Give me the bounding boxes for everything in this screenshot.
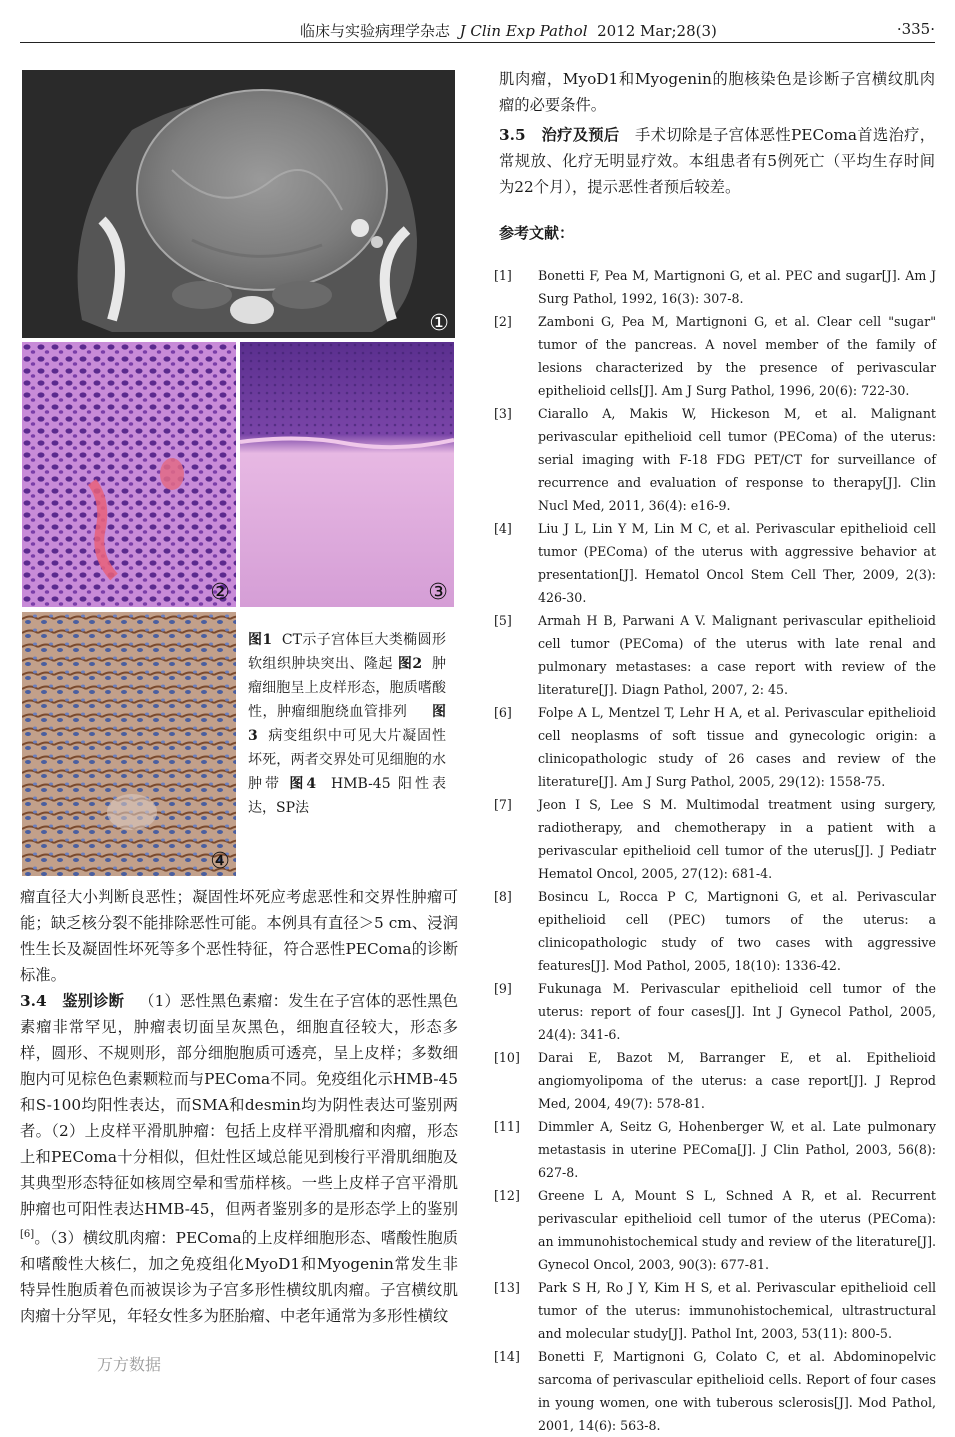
reference-text: Armah H B, Parwani A V. Malignant perivascular epithelioid cell tumor (PEComa) of the uterus with late renal and pulmonary metastases: a case report with review of the literature[J]. Diagn Pathol, 2007, 2: 45. [538, 613, 936, 697]
reference-index: [14] [494, 1349, 520, 1364]
figure-3-histology-necrosis [240, 342, 454, 607]
histology-image-4 [22, 612, 236, 876]
section-3-4-heading: 3.4 鉴别诊断 [20, 992, 125, 1010]
citation-6[interactable]: [6] [20, 1229, 35, 1240]
reference-item [494, 1115, 936, 1184]
reference-index: [4] [494, 521, 512, 536]
section-3-4-text: （1）恶性黑色素瘤：发生在子宫体的恶性黑色素瘤非常罕见，肿瘤表切面呈灰黑色，细胞直径较大，形态多样，圆形、不规则形，部分细胞胞质可透亮，呈上皮样；多数细胞内可见棕色色素颗粒而与PEComa不同。免疫组化示HMB-45和S-100均阳性表达，而SMA和desmin均为阴性表达可鉴别两者。（2）上皮样平滑肌肿瘤：包括上皮样平滑肌瘤和肉瘤，形态上和PEComa十分相似，但灶性区域总能见到梭行平滑肌细胞及其典型形态特征如核周空晕和雪茄样核。一些上皮样子宫平滑肌肿瘤也可阳性表达HMB-45，但两者鉴别多的是形态学上的鉴别 [20, 992, 459, 1218]
figure-4-number: ④ [210, 849, 230, 874]
reference-item [494, 402, 936, 517]
reference-item [494, 1276, 936, 1345]
journal-name-en: J Clin Exp Pathol [459, 22, 588, 40]
reference-item [494, 793, 936, 885]
reference-item [494, 977, 936, 1046]
reference-text: Fukunaga M. Perivascular epithelioid cell tumor of the uterus: report of four cases[J]. Int J Gynecol Pathol, 2005, 24(4): 341-6. [538, 981, 936, 1042]
reference-index: [10] [494, 1050, 520, 1065]
reference-index: [11] [494, 1119, 520, 1134]
reference-item [494, 517, 936, 609]
paragraph-rhabdomyosarcoma-cont: 肌肉瘤，MyoD1和Myogenin的胞核染色是诊断子宫横纹肌肉瘤的必要条件。 [499, 70, 935, 114]
reference-text: Bonetti F, Martignoni G, Colato C, et al. Abdominopelvic sarcoma of perivascular epithelioid cells. Report of four cases in young women, one with tuberous sclerosis[J]. Mod Pathol, 2001, 14(6): 563-8. [538, 1349, 936, 1433]
reference-index: [13] [494, 1280, 520, 1295]
reference-text: Ciarallo A, Makis W, Hickeson M, et al. Malignant perivascular epithelioid cell tumor (PEComa) of the uterus: serial imaging with F-18 FDG PET/CT for surveillance of recurrence and evaluation of response to therapy[J]. Clin Nucl Med, 2011, 36(4): e16-9. [538, 406, 936, 513]
section-3-4 [20, 988, 458, 1329]
reference-text: Bosincu L, Rocca P C, Martignoni G, et al. Perivascular epithelioid cell (PEC) tumors of the uterus: a clinicopathologic study of two cases with aggressive features[J]. Mod Pathol, 2005, 18(10): 1336-42. [538, 889, 936, 973]
journal-issue: 2012 Mar;28(3) [597, 22, 717, 40]
reference-text: Liu J L, Lin Y M, Lin M C, et al. Perivascular epithelioid cell tumor (PEComa) of the uterus with aggressive behavior at presentation[J]. Hematol Oncol Stem Cell Ther, 2009, 2(3): 426-30. [538, 521, 936, 605]
reference-text: Zamboni G, Pea M, Martignoni G, et al. Clear cell "sugar" tumor of the pancreas. A novel member of the family of lesions characterized by the presence of perivascular epithelioid cells[J]. Am J Surg Pathol, 1996, 20(6): 722-30. [538, 314, 936, 398]
reference-item [494, 1184, 936, 1276]
left-column-text [20, 884, 458, 1329]
caption-fig2-text: 肿瘤细胞呈上皮样形态，胞质嗜酸性，肿瘤细胞绕血管排列 [248, 656, 446, 720]
page-header [20, 8, 935, 43]
caption-fig4-text: HMB-45 阳性表达，SP法 [248, 776, 447, 816]
figure-1-ct-scan [22, 70, 455, 338]
figure-2-histology-epithelioid [22, 342, 236, 607]
reference-item [494, 310, 936, 402]
reference-item [494, 609, 936, 701]
reference-index: [3] [494, 406, 512, 421]
reference-index: [5] [494, 613, 512, 628]
reference-index: [12] [494, 1188, 520, 1203]
page-number: ·335· [896, 20, 935, 38]
reference-text: Greene L A, Mount S L, Schned A R, et al. Recurrent perivascular epithelioid cell tumor of the uterus (PEComa): an immunohistochemical study and review of the literature[J]. Gynecol Oncol, 2003, 90(3): 677-81. [538, 1188, 936, 1272]
reference-index: [1] [494, 268, 512, 283]
journal-name-cn: 临床与实验病理学杂志 [300, 22, 451, 40]
reference-index: [8] [494, 889, 512, 904]
caption-fig3-label: 图3 [248, 704, 446, 744]
caption-fig2-label: 图2 [397, 656, 423, 672]
section-3-4-text-cont: 。（3）横纹肌肉瘤：PEComa的上皮样细胞形态、嗜酸性胞质和嗜酸性大核仁，加之免疫组化MyoD1和Myogenin常发生非特异性胞质着色而被误诊为子宫多形性横纹肌肉瘤。子宫横纹肌肉瘤十分罕见，年轻女性多为胚胎瘤、中老年通常为多形性横纹 [20, 1229, 458, 1326]
figure-2-number: ② [210, 580, 230, 605]
reference-list [494, 264, 936, 1437]
reference-text: Jeon I S, Lee S M. Multimodal treatment using surgery, radiotherapy, and chemotherapy in a patient with a perivascular epithelioid cell tumor of the uterus[J]. J Pediatr Hematol Oncol, 2005, 27(12): 681-4. [538, 797, 936, 881]
right-column-text [499, 66, 935, 200]
journal-title [300, 20, 717, 41]
reference-text: Folpe A L, Mentzel T, Lehr H A, et al. Perivascular epithelioid cell neoplasms of soft tissue and gynecologic origin: a clinicopathologic study of 26 cases and review of the literature[J]. Am J Surg Pathol, 2005, 29(12): 1558-75. [538, 705, 936, 789]
reference-text: Dimmler A, Seitz G, Hohenberger W, et al. Late pulmonary metastasis in uterine PEComa[J]. J Clin Pathol, 2003, 56(8): 627-8. [538, 1119, 936, 1180]
reference-index: [9] [494, 981, 512, 996]
reference-index: [2] [494, 314, 512, 329]
caption-fig4-label: 图4 [289, 776, 317, 792]
reference-text: Darai E, Bazot M, Barranger E, et al. Epithelioid angiomyolipoma of the uterus: a case report[J]. J Reprod Med, 2004, 49(7): 578-81. [538, 1050, 936, 1111]
ct-scan-image [22, 70, 455, 338]
caption-fig1-text: CT示子宫体巨大类椭圆形软组织肿块突出、隆起 [248, 632, 446, 672]
reference-text: Park S H, Ro J Y, Kim H S, et al. Perivascular epithelioid cell tumor of the uterus: immunohistochemical, ultrastructural and molecular study[J]. Pathol Int, 2003, 53(11): 800-5. [538, 1280, 936, 1341]
caption-fig1-label: 图1 [248, 632, 273, 648]
histology-image-2 [22, 342, 236, 607]
caption-fig3-text: 病变组织中可见大片凝固性坏死，两者交界处可见细胞的水肿带 [248, 728, 447, 792]
figure-3-number: ③ [428, 580, 448, 605]
figure-1-number: ① [429, 311, 449, 336]
reference-item [494, 264, 936, 310]
reference-item [494, 885, 936, 977]
references-heading: 参考文献： [499, 224, 575, 242]
reference-item [494, 1345, 936, 1437]
section-3-5-text: 手术切除是子宫体恶性PEComa首选治疗，常规放、化疗无明显疗效。本组患者有5例死亡（平均生存时间为22个月），提示恶性者预后较差。 [499, 126, 935, 196]
figure-caption [248, 628, 446, 820]
watermark: 万方数据 [97, 1355, 162, 1374]
reference-text: Bonetti F, Pea M, Martignoni G, et al. PEC and sugar[J]. Am J Surg Pathol, 1992, 16(3): 307-8. [538, 268, 936, 306]
reference-item [494, 701, 936, 793]
reference-index: [7] [494, 797, 512, 812]
section-3-5-heading: 3.5 治疗及预后 [499, 126, 620, 144]
reference-item [494, 1046, 936, 1115]
figure-4-ihc-hmb45 [22, 612, 236, 876]
histology-image-3 [240, 342, 454, 607]
section-3-5 [499, 122, 935, 200]
paragraph-diagnosis-criteria: 瘤直径大小判断良恶性；凝固性坏死应考虑恶性和交界性肿瘤可能；缺乏核分裂不能排除恶性可能。本例具有直径＞5 cm、浸润性生长及凝固性坏死等多个恶性特征，符合恶性PEComa的诊断标准。 [20, 888, 458, 984]
reference-index: [6] [494, 705, 512, 720]
